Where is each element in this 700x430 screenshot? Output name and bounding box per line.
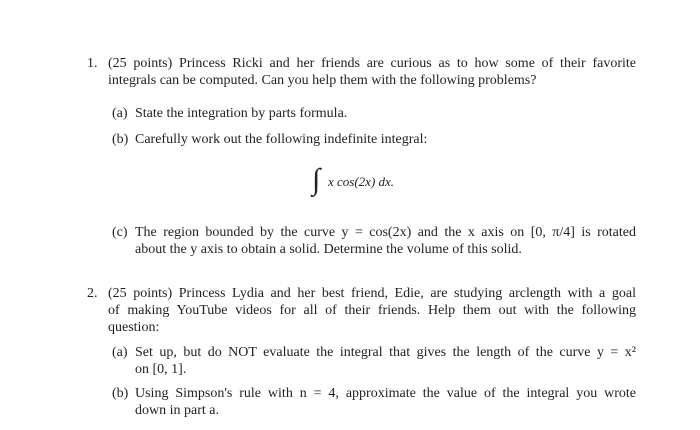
integral-sign: ∫ — [312, 163, 321, 196]
part-text: Set up, but do NOT evaluate the integral that gives the length of the curve y = x² — [135, 345, 636, 360]
part-text: State the integration by parts formula. — [135, 106, 348, 121]
part-text: on [0, 1]. — [135, 362, 187, 377]
integral-expression: x cos(2x) dx. — [328, 174, 395, 189]
part-label: (a) — [112, 106, 128, 121]
problem-number: 1. — [87, 56, 98, 71]
problem-intro-line: (25 points) Princess Lydia and her best friend, Edie, are studying arclength with a goal — [108, 286, 636, 301]
part-label: (b) — [112, 386, 129, 401]
problem-number: 2. — [87, 286, 98, 301]
problem-intro-line: question: — [108, 320, 160, 335]
part-label: (c) — [112, 225, 128, 240]
part-text: down in part a. — [135, 403, 219, 418]
part-label: (a) — [112, 345, 128, 360]
part-text: Carefully work out the following indefinite integral: — [135, 132, 428, 147]
part-text: about the y axis to obtain a solid. Determine the volume of this solid. — [135, 242, 522, 257]
problem-intro-line: integrals can be computed. Can you help them with the following problems? — [108, 73, 537, 88]
part-text: The region bounded by the curve y = cos(2x) and the x axis on [0, π/4] is rotated — [135, 225, 636, 240]
problem-intro-line: (25 points) Princess Ricki and her friends are curious as to how some of their favorite — [108, 56, 636, 71]
part-text: Using Simpson's rule with n = 4, approximate the value of the integral you wrote — [135, 386, 636, 401]
part-label: (b) — [112, 132, 129, 147]
problem-intro-line: of making YouTube videos for all of their friends. Help them out with the following — [108, 303, 636, 318]
